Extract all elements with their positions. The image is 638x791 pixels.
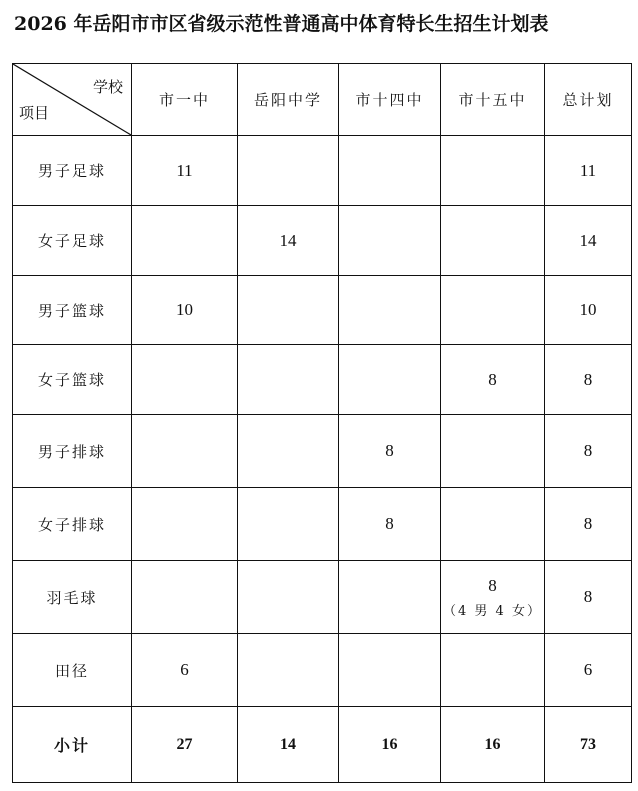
row-label: 羽毛球 — [13, 561, 132, 634]
total-row — [13, 707, 632, 783]
row-label: 女子排球 — [13, 488, 132, 561]
total-cell: 73 — [545, 707, 632, 783]
table-cell — [545, 488, 632, 561]
total-cell: 16 — [441, 707, 545, 783]
table-cell — [132, 276, 238, 345]
table-cell — [339, 415, 441, 488]
cell-value: 10 — [176, 300, 193, 319]
header-row — [13, 64, 632, 136]
item-axis-label: 项目 — [19, 104, 50, 122]
cell-value: 14 — [579, 230, 597, 250]
cell-value: 6 — [180, 660, 189, 679]
cell-value: 14 — [279, 230, 297, 250]
row-label: 男子足球 — [13, 136, 132, 206]
table-cell — [238, 561, 339, 634]
cell-value: 6 — [583, 660, 593, 679]
column-header: 市十五中 — [441, 64, 545, 136]
column-header: 市一中 — [132, 64, 238, 136]
table-row — [13, 634, 632, 707]
table-cell — [339, 488, 441, 561]
column-header: 岳阳中学 — [238, 64, 339, 136]
row-label: 女子篮球 — [13, 345, 132, 415]
cell-value: 8 — [385, 441, 394, 460]
total-cell: 27 — [132, 707, 238, 783]
table-cell — [238, 206, 339, 276]
table-cell — [238, 276, 339, 345]
table-cell — [441, 276, 545, 345]
table-cell — [441, 561, 545, 634]
total-label: 小计 — [13, 707, 132, 783]
row-label: 女子足球 — [13, 206, 132, 276]
table-cell — [545, 415, 632, 488]
table-row — [13, 206, 632, 276]
total-cell: 16 — [339, 707, 441, 783]
table-cell — [441, 136, 545, 206]
table-row — [13, 345, 632, 415]
table-row — [13, 276, 632, 345]
cell-value: 8 — [488, 369, 497, 389]
table-cell — [339, 206, 441, 276]
enrollment-plan-table — [12, 63, 632, 783]
row-label: 男子篮球 — [13, 276, 132, 345]
column-header: 市十四中 — [339, 64, 441, 136]
table-cell — [545, 136, 632, 206]
table-cell — [545, 206, 632, 276]
cell-value: 8 — [385, 514, 394, 533]
table-cell — [441, 206, 545, 276]
total-cell: 14 — [238, 707, 339, 783]
row-label: 男子排球 — [13, 415, 132, 488]
cell-note: （4 男 4 女） — [443, 603, 542, 619]
table-cell — [132, 206, 238, 276]
table-cell — [545, 345, 632, 415]
table-cell — [238, 136, 339, 206]
table-cell — [132, 415, 238, 488]
cell-value: 8 — [583, 369, 593, 389]
table-cell — [545, 634, 632, 707]
table-row — [13, 136, 632, 206]
table-cell — [339, 345, 441, 415]
column-header: 总计划 — [545, 64, 632, 136]
cell-value: 10 — [579, 300, 597, 319]
table-row — [13, 488, 632, 561]
table-cell — [441, 345, 545, 415]
cell-value: 8 — [583, 514, 593, 533]
cell-value: 8 — [583, 441, 593, 460]
table-cell — [238, 488, 339, 561]
table-cell — [545, 561, 632, 634]
diagonal-divider — [13, 64, 131, 135]
table-cell — [132, 488, 238, 561]
table-cell — [238, 634, 339, 707]
cell-value: 8 — [583, 587, 593, 606]
document-title: 2026 年岳阳市市区省级示范性普通高中体育特长生招生计划表 — [14, 13, 549, 35]
table-cell — [132, 136, 238, 206]
table-cell — [132, 561, 238, 634]
cell-value: 11 — [176, 160, 193, 180]
cell-value: 11 — [579, 160, 597, 180]
table-cell — [339, 561, 441, 634]
row-label: 田径 — [13, 634, 132, 707]
table-cell — [339, 276, 441, 345]
table-row — [13, 561, 632, 634]
school-axis-label: 学校 — [92, 78, 123, 96]
table-cell — [441, 488, 545, 561]
cell-value: 8 — [488, 575, 497, 595]
table-cell — [545, 276, 632, 345]
table-cell — [441, 634, 545, 707]
table-cell — [238, 415, 339, 488]
table-cell — [339, 634, 441, 707]
table-cell — [339, 136, 441, 206]
corner-header-cell — [13, 64, 132, 136]
table-cell — [132, 345, 238, 415]
table-row — [13, 415, 632, 488]
table-cell — [441, 415, 545, 488]
table-cell — [238, 345, 339, 415]
table-cell — [132, 634, 238, 707]
